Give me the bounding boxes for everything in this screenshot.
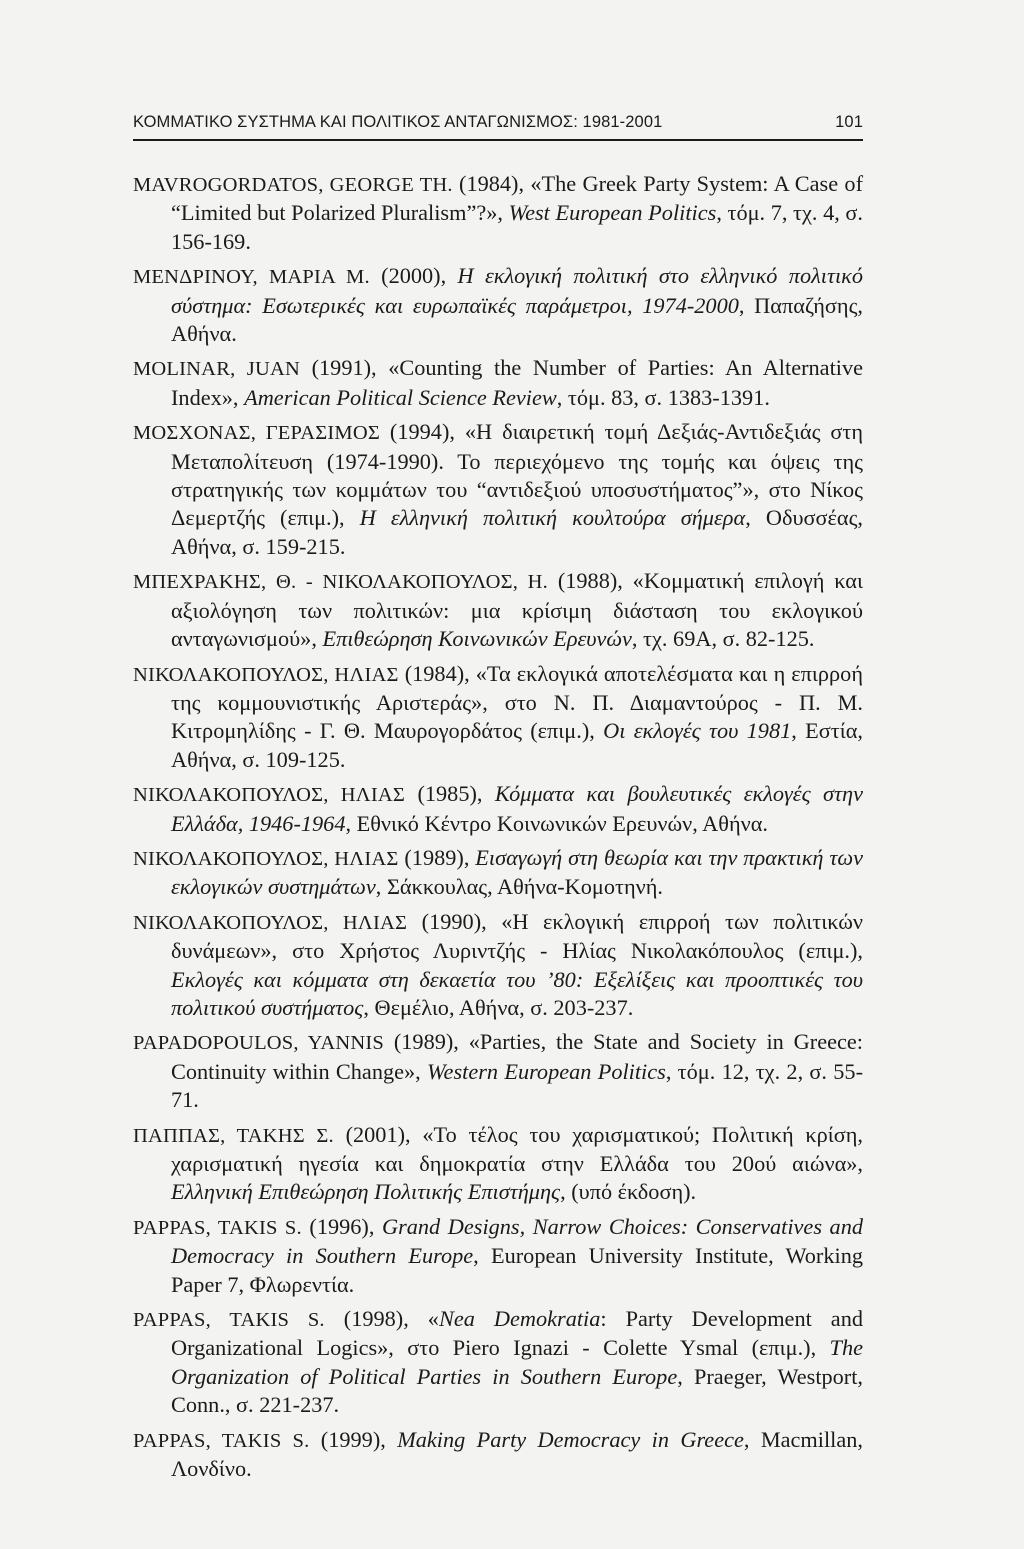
reference-entry [133, 1426, 863, 1484]
reference-author: ΝΙΚΟΛΑΚΟΠΟΥΛΟΣ, ΗΛΙΑΣ [133, 784, 406, 807]
reference-author: MAVROGORDATOS, GEORGE TH. [133, 174, 453, 196]
reference-entry [133, 1028, 863, 1114]
reference-text: (1984), «The Greek Party System: A Case of “Limited but Polarized Pluralism”?», [171, 171, 864, 226]
reference-text: (1985), [405, 781, 495, 807]
reference-entry [133, 567, 863, 653]
header-rule [133, 139, 863, 141]
reference-text: (1991), «Counting the Number of Parties: An Alternative Index», [171, 355, 864, 410]
reference-title: Κόμματα και βουλευτικές εκλογές στην Ελλάδα, 1946-1964 [171, 781, 863, 836]
reference-entry [133, 262, 863, 348]
reference-title: American Political Science Review [244, 384, 557, 410]
reference-text: (1999), [309, 1426, 398, 1452]
reference-title: The Organization of Political Parties in Southern Europe [171, 1335, 863, 1389]
reference-author: ΝΙΚΟΛΑΚΟΠΟΥΛΟΣ, ΗΛΙΑΣ [133, 847, 399, 870]
reference-author: MOLINAR, JUAN [133, 358, 300, 381]
reference-author: PAPPAS, TAKIS S. [133, 1429, 310, 1452]
reference-text: , Εστία, Αθήνα, σ. 109-125. [171, 718, 863, 772]
reference-author: ΜΠΕΧΡΑΚΗΣ, Θ. - ΝΙΚΟΛΑΚΟΠΟΥΛΟΣ, Η. [133, 571, 548, 594]
running-header [133, 113, 863, 132]
running-title: ΚΟΜΜΑΤΙΚΟ ΣΥΣΤΗΜΑ ΚΑΙ ΠΟΛΙΤΙΚΟΣ ΑΝΤΑΓΩΝΙΣΜΟΣ: 1981-2001 [133, 113, 663, 131]
reference-text: , τόμ. 12, τχ. 2, σ. 55-71. [171, 1058, 864, 1113]
reference-text: (2000), [369, 263, 458, 289]
reference-text: , Σάκκουλας, Αθήνα-Κομοτηνή. [375, 874, 663, 900]
reference-title: Εισαγωγή στη θεωρία και την πρακτική των εκλογικών συστημάτων [171, 844, 863, 900]
reference-text: (1994), «Η διαιρετική τομή Δεξιάς-Αντιδεξιάς στη Μεταπολίτευση (1974-1990). Το περιεχόμενο της τομής και όψεις της στρατηγικής των κομμάτων του “αντιδεξιού υποσυστήματος”», στο Νίκος Δεμερτζής (επιμ.), [171, 419, 863, 531]
reference-author: PAPPAS, TAKIS S. [133, 1309, 325, 1332]
reference-author: PAPADOPOULOS, YANNIS [133, 1032, 384, 1055]
reference-text: , τχ. 69Α, σ. 82-125. [631, 626, 815, 652]
reference-text: , Praeger, Westport, Conn., σ. 221-237. [171, 1363, 863, 1418]
reference-text: (1989), «Parties, the State and Society in Greece: Continuity within Change», [171, 1029, 863, 1084]
reference-text: (1996), [301, 1213, 382, 1239]
reference-title: West European Politics [508, 200, 717, 226]
reference-list [133, 170, 863, 1489]
reference-text: (1988), «Κομματική επιλογή και αξιολόγηση των πολιτικών: μια κρίσιμη διάσταση του εκλογικού ανταγωνισμού», [171, 568, 863, 652]
reference-title: Grand Designs, Narrow Choices: Conservatives and Democracy in Southern Europe [171, 1213, 863, 1269]
reference-text: , τόμ. 7, τχ. 4, σ. 156-169. [171, 200, 863, 254]
reference-text: , Οδυσσέας, Αθήνα, σ. 159-215. [171, 505, 863, 559]
reference-author: ΜΕΝΔΡΙΝΟΥ, ΜΑΡΙΑ Μ. [133, 266, 370, 289]
reference-text: , Παπαζήσης, Αθήνα. [171, 292, 863, 347]
reference-title: Western European Politics [427, 1058, 666, 1084]
reference-title: Ελληνική Επιθεώρηση Πολιτικής Επιστήμης [171, 1179, 561, 1205]
reference-author: ΠΑΠΠΑΣ, ΤΑΚΗΣ Σ. [133, 1124, 334, 1147]
reference-text: (1989), [398, 844, 476, 870]
reference-text: , European University Institute, Working Paper 7, Φλωρεντία. [171, 1243, 864, 1297]
reference-entry [133, 844, 863, 902]
reference-text: (2001), «Το τέλος του χαρισματικού; Πολιτική κρίση, χαρισματική ηγεσία και δημοκρατία στην Ελλάδα του 20ού αιώνα», [171, 1121, 863, 1176]
reference-text: (1984), «Τα εκλογικά αποτελέσματα και η επιρροή της κομμουνιστικής Αριστεράς», στο Ν. Π. Διαμαντούρος - Π. Μ. Κιτρομηλίδης - Γ. Θ. Μαυρογορδάτος (επιμ.), [171, 660, 863, 744]
reference-title: Nea Demokratia [438, 1306, 601, 1332]
reference-text: , (υπό έκδοση). [560, 1179, 697, 1205]
reference-title: Η εκλογική πολιτική στο ελληνικό πολιτικό σύστημα: Εσωτερικές και ευρωπαϊκές παράμετροι, 1974-2000 [171, 263, 864, 318]
reference-author: PAPPAS, TAKIS S. [133, 1216, 302, 1239]
reference-entry [133, 660, 863, 775]
reference-text: (1990), «Η εκλογική επιρροή των πολιτικών δυνάμεων», στο Χρήστος Λυριντζής - Ηλίας Νικολακόπουλος (επιμ.), [171, 908, 863, 964]
reference-text: , Εθνικό Κέντρο Κοινωνικών Ερευνών, Αθήνα. [345, 810, 768, 836]
reference-entry [133, 354, 863, 412]
reference-title: Εκλογές και κόμματα στη δεκαετία του ’80: Εξελίξεις και προοπτικές του πολιτικού συστήματος [171, 966, 863, 1020]
reference-text: , Θεμέλιο, Αθήνα, σ. 203-237. [363, 994, 634, 1020]
page-number: 101 [835, 113, 863, 131]
reference-title: Making Party Democracy in Greece [397, 1426, 744, 1452]
reference-entry [133, 170, 863, 256]
reference-author: ΜΟΣΧΟΝΑΣ, ΓΕΡΑΣΙΜΟΣ [133, 422, 380, 445]
reference-title: Οι εκλογές του 1981 [603, 718, 792, 744]
reference-entry [133, 1305, 863, 1420]
reference-entry [133, 1121, 863, 1207]
reference-text: (1998), « [324, 1306, 439, 1332]
reference-text: : Party Development and Organizational Logics», στο Piero Ignazi - Colette Ysmal (επιμ.), [171, 1306, 863, 1361]
reference-entry [133, 780, 863, 838]
reference-author: ΝΙΚΟΛΑΚΟΠΟΥΛΟΣ, ΗΛΙΑΣ [133, 911, 408, 934]
reference-entry [133, 908, 863, 1023]
reference-entry [133, 418, 863, 561]
reference-title: Η ελληνική πολιτική κουλτούρα σήμερα [359, 505, 746, 531]
reference-text: , τόμ. 83, σ. 1383-1391. [556, 384, 770, 410]
reference-title: Επιθεώρηση Κοινωνικών Ερευνών [322, 626, 632, 652]
reference-author: ΝΙΚΟΛΑΚΟΠΟΥΛΟΣ, ΗΛΙΑΣ [133, 663, 399, 686]
reference-text: , Macmillan, Λονδίνο. [171, 1426, 863, 1482]
reference-entry [133, 1213, 863, 1299]
